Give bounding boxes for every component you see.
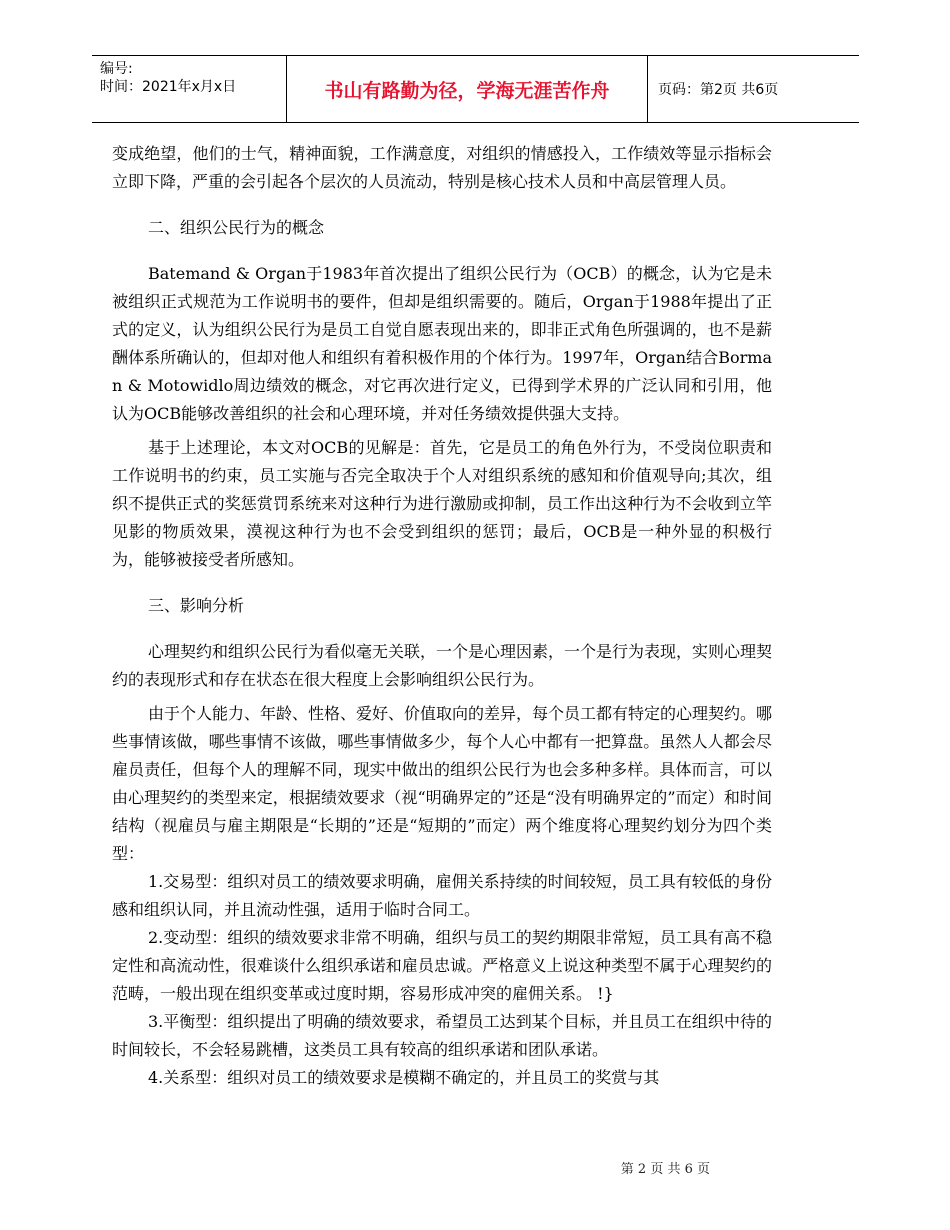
list-item: 1.交易型：组织对员工的绩效要求明确，雇佣关系持续的时间较短，员工具有较低的身份感和组织认同，并且流动性强，适用于临时合同工。 — [112, 872, 772, 919]
document-number-label: 编号: — [100, 61, 133, 77]
header-meta — [92, 56, 286, 122]
document-time-label: 时间：2021年x月x日 — [100, 79, 237, 95]
document-body — [112, 140, 772, 1092]
footer-page-number: 第 2 页 共 6 页 — [620, 1162, 710, 1177]
section-heading: 三、影响分析 — [148, 596, 245, 615]
list-item: 4.关系型：组织对员工的绩效要求是模糊不确定的，并且员工的奖赏与其 — [148, 1068, 660, 1087]
paragraph: 基于上述理论，本文对OCB的见解是：首先，它是员工的角色外行为，不受岗位职责和工作说明书的约束，员工实施与否完全取决于个人对组织系统的感知和价值观导向;其次，组织不提供正式的奖惩赏罚系统来对这种行为进行激励或抑制，员工作出这种行为不会收到立竿见影的物质效果，漠视这种行为也不会受到组织的惩罚；最后，OCB是一种外显的积极行为，能够被接受者所感知。 — [112, 438, 772, 569]
list-item: 2.变动型：组织的绩效要求非常不明确，组织与员工的契约期限非常短，员工具有高不稳定性和高流动性，很难谈什么组织承诺和雇员忠诚。严格意义上说这种类型不属于心理契约的范畴，一般出现在组织变革或过度时期，容易形成冲突的雇佣关系。 !} — [112, 928, 772, 1003]
list-item: 3.平衡型：组织提出了明确的绩效要求，希望员工达到某个目标，并且员工在组织中待的时间较长，不会轻易跳槽，这类员工具有较高的组织承诺和团队承诺。 — [112, 1012, 772, 1059]
section-heading: 二、组织公民行为的概念 — [148, 218, 325, 237]
header-motto: 书山有路勤为径，学海无涯苦作舟 — [286, 56, 648, 122]
page-header — [92, 55, 859, 123]
page-footer — [0, 1158, 950, 1177]
paragraph: Batemand & Organ于1983年首次提出了组织公民行为（OCB）的概念，认为它是未被组织正式规范为工作说明书的要件，但却是组织需要的。随后，Organ于1988年提出了正式的定义，认为组织公民行为是员工自觉自愿表现出来的，即非正式角色所强调的，也不是薪酬体系所确认的，但却对他人和组织有着积极作用的个体行为。1997年，Organ结合Borman & Motowidlo周边绩效的概念，对它再次进行定义，已得到学术界的广泛认同和引用，他认为OCB能够改善组织的社会和心理环境，并对任务绩效提供强大支持。 — [112, 264, 772, 423]
paragraph: 变成绝望，他们的士气，精神面貌，工作满意度，对组织的情感投入，工作绩效等显示指标会立即下降，严重的会引起各个层次的人员流动，特别是核心技术人员和中高层管理人员。 — [112, 144, 772, 191]
paragraph: 由于个人能力、年龄、性格、爱好、价值取向的差异，每个员工都有特定的心理契约。哪些事情该做，哪些事情不该做，哪些事情做多少，每个人心中都有一把算盘。虽然人人都会尽雇员责任，但每个人的理解不同，现实中做出的组织公民行为也会多种多样。具体而言，可以由心理契约的类型来定，根据绩效要求（视“明确界定的”还是“没有明确界定的”而定）和时间结构（视雇员与雇主期限是“长期的”还是“短期的”而定）两个维度将心理契约划分为四个类型： — [112, 704, 773, 863]
paragraph: 心理契约和组织公民行为看似毫无关联，一个是心理因素，一个是行为表现，实则心理契约的表现形式和存在状态在很大程度上会影响组织公民行为。 — [112, 642, 773, 689]
header-page-info: 页码：第2页 共6页 — [658, 82, 779, 98]
